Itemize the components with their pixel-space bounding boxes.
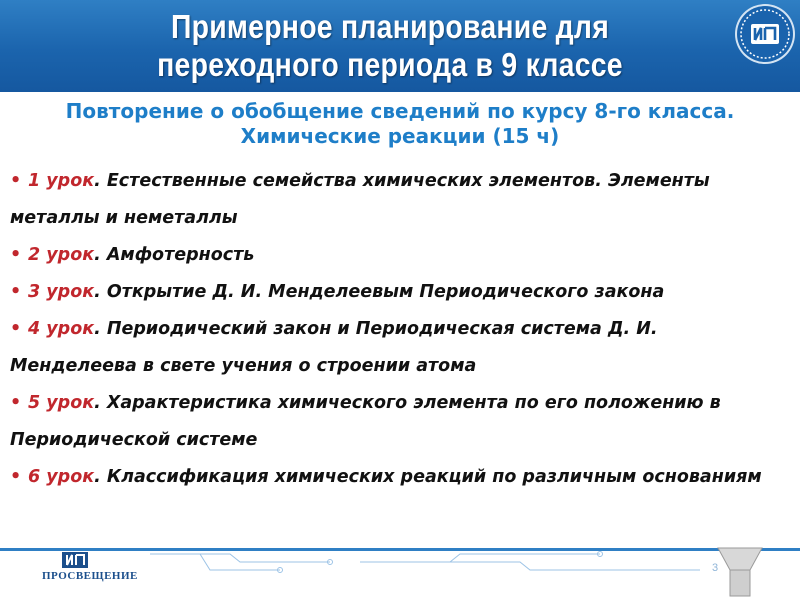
title-line-2: переходного периода в 9 классе: [157, 46, 623, 83]
header-bar: [0, 0, 800, 92]
list-item: [10, 163, 790, 237]
lesson-number: 5 урок: [28, 393, 95, 413]
lesson-text: . Открытие Д. И. Менделеевым Периодического закона: [94, 282, 665, 302]
lesson-number: 2 урок: [28, 245, 95, 265]
list-item: [10, 385, 790, 459]
title-line-1: Примерное планирование для: [170, 8, 610, 45]
list-item: [10, 311, 790, 385]
section-subtitle: [0, 99, 800, 149]
footer: [0, 540, 800, 600]
lesson-text: . Естественные семейства химических элементов. Элементы металлы и неметаллы: [10, 171, 710, 228]
page-number: 3: [712, 562, 719, 574]
page-title: [89, 8, 691, 84]
lesson-list: [10, 163, 790, 496]
bullet-icon: •: [10, 467, 22, 487]
subtitle-line-2: Химические реакции (15 ч): [240, 124, 560, 148]
bullet-icon: •: [10, 282, 22, 302]
brand-name: ПРОСВЕЩЕНИЕ: [42, 570, 138, 582]
footer-logo-icon: [60, 550, 90, 570]
lesson-text: . Амфотерность: [94, 245, 255, 265]
list-item: [10, 237, 790, 274]
lesson-text: . Характеристика химического элемента по его положению в Периодической системе: [10, 393, 721, 450]
bullet-icon: •: [10, 171, 22, 191]
lesson-text: . Классификация химических реакций по различным основаниям: [94, 467, 762, 487]
lesson-number: 4 урок: [28, 319, 95, 339]
lesson-text: . Периодический закон и Периодическая система Д. И. Менделеева в свете учения о строении атома: [10, 319, 658, 376]
bullet-icon: •: [10, 393, 22, 413]
bullet-icon: •: [10, 245, 22, 265]
prosveshchenie-logo-icon: [737, 6, 793, 62]
subtitle-line-1: Повторение о обобщение сведений по курсу 8-го класса.: [65, 99, 735, 123]
list-item: [10, 274, 790, 311]
lesson-number: 6 урок: [28, 467, 95, 487]
lesson-number: 3 урок: [28, 282, 95, 302]
bullet-icon: •: [10, 319, 22, 339]
lesson-number: 1 урок: [28, 171, 95, 191]
list-item: [10, 459, 790, 496]
